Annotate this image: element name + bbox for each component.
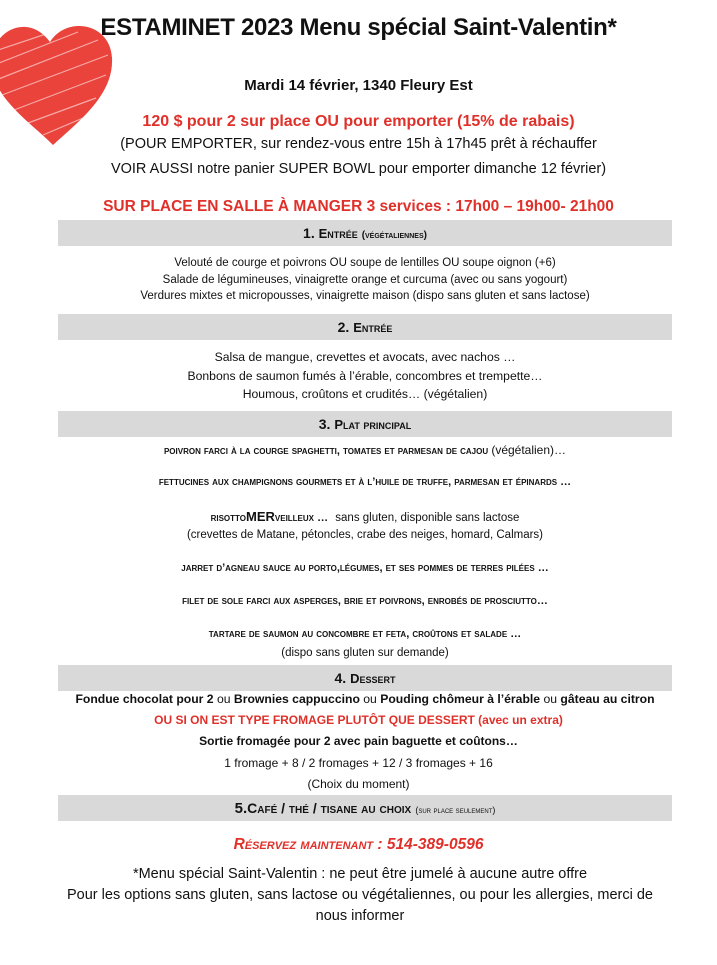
- or-text: ou: [543, 692, 558, 706]
- section-note: (sur place seulement): [415, 805, 496, 815]
- section-header-coffee: [58, 795, 672, 821]
- section-label: Café / thé / tisane au choix: [247, 800, 412, 816]
- cheese-alternative: OU SI ON EST TYPE FROMAGE PLUTÔT QUE DESSERT (avec un extra): [154, 713, 563, 727]
- list-item: Velouté de courge et poivrons OU soupe de lentilles OU soupe oignon (+6): [174, 257, 556, 269]
- dessert-item: Pouding chômeur à l’érable: [380, 692, 541, 706]
- dish-note: (végétalien)…: [491, 443, 567, 457]
- dessert-item: gâteau au citron: [560, 692, 655, 706]
- reservation-line: [0, 836, 717, 854]
- section-number: 1.: [303, 225, 315, 241]
- section-number: 4.: [334, 670, 347, 686]
- entree-1-list: [40, 255, 690, 305]
- main-dish-4: [40, 562, 690, 574]
- main-dish-1: [40, 443, 690, 457]
- cheese-offer: Sortie fromagée pour 2 avec pain baguette et coûtons…: [199, 734, 518, 748]
- main-dish-3: [40, 509, 690, 524]
- section-label: Entrée: [353, 320, 393, 335]
- cheese-choice: (Choix du moment): [307, 777, 410, 791]
- main-dish-6: [40, 628, 690, 640]
- dessert-item: Brownies cappuccino: [233, 692, 360, 706]
- section-label: Dessert: [350, 671, 396, 686]
- list-item: Salade de légumineuses, vinaigrette orange et curcuma (avec ou sans yogourt): [162, 273, 568, 286]
- dish-name: fettucines aux champignons gourmets et à l’huile de truffe, parmesan et épinards …: [158, 476, 572, 488]
- dish-name-b: MER: [246, 509, 275, 524]
- dish-name-c: veilleux …: [274, 512, 329, 524]
- dine-in-services: SUR PLACE EN SALLE À MANGER 3 services : 17h00 – 19h00- 21h00: [103, 198, 614, 215]
- event-date-address: Mardi 14 février, 1340 Fleury Est: [244, 77, 473, 94]
- section-number: 3.: [318, 416, 331, 432]
- phone-number: 514-389-0596: [386, 836, 484, 853]
- footer-disclaimer: *Menu spécial Saint-Valentin : ne peut être jumelé à aucune autre offre: [132, 866, 588, 882]
- entree-2-list: [40, 348, 690, 404]
- or-text: ou: [363, 692, 377, 706]
- footer-allergy-note: Pour les options sans gluten, sans lactose ou végétaliennes, ou pour les allergies, merci de nous informer: [67, 887, 653, 924]
- section-label: Plat principal: [334, 417, 412, 432]
- main-dish-2: [40, 476, 690, 488]
- superbowl-info: VOIR AUSSI notre panier SUPER BOWL pour emporter dimanche 12 février): [110, 161, 607, 177]
- section-number: 5.: [234, 800, 248, 817]
- takeout-info: (POUR EMPORTER, sur rendez-vous entre 15h à 17h45 prêt à réchauffer: [120, 136, 597, 152]
- cheese-prices: 1 fromage + 8 / 2 fromages + 12 / 3 fromages + 16: [224, 756, 493, 770]
- dessert-item: Fondue chocolat pour 2: [75, 692, 214, 706]
- dish-name: filet de sole farci aux asperges, brie et poivrons, enrobés de prosciutto…: [182, 595, 548, 607]
- section-header-entree-1: [58, 220, 672, 246]
- section-label: Entrée: [318, 226, 358, 241]
- section-header-main: [58, 411, 672, 437]
- section-header-dessert: [58, 665, 672, 691]
- price-offer: 120 $ pour 2 sur place OU pour emporter (15% de rabais): [142, 113, 575, 130]
- main-dish-6-detail: (dispo sans gluten sur demande): [281, 647, 449, 659]
- or-text: ou: [216, 692, 231, 706]
- section-header-entree-2: [58, 314, 672, 340]
- list-item: Verdures mixtes et micropousses, vinaigrette maison (dispo sans gluten et sans lactose): [140, 290, 590, 302]
- dish-note: sans gluten, disponible sans lactose: [335, 512, 520, 524]
- dish-name: poivron farci à la courge spaghetti, tomates et parmesan de cajou: [163, 445, 489, 457]
- dessert-options: [20, 692, 710, 706]
- section-note: (végétaliennes): [361, 230, 427, 241]
- main-dish-3-detail: (crevettes de Matane, pétoncles, crabe des neiges, homard, Calmars): [186, 529, 544, 541]
- section-number: 2.: [337, 319, 350, 335]
- dish-name-a: risotto: [210, 512, 246, 524]
- main-dish-5: [40, 595, 690, 607]
- list-item: Houmous, croûtons et crudités… (végétalien): [242, 387, 488, 401]
- dish-name: jarret d’agneau sauce au porto,légumes, et ses pommes de terres pilées …: [181, 562, 549, 574]
- page-title: ESTAMINET 2023 Menu spécial Saint-Valentin*: [100, 14, 617, 41]
- list-item: Salsa de mangue, crevettes et avocats, avec nachos …: [214, 350, 516, 364]
- dish-name: tartare de saumon au concombre et feta, croûtons et salade …: [208, 628, 522, 640]
- list-item: Bonbons de saumon fumés à l’érable, concombres et trempette…: [187, 368, 543, 383]
- reserve-label: Réservez maintenant :: [233, 836, 383, 853]
